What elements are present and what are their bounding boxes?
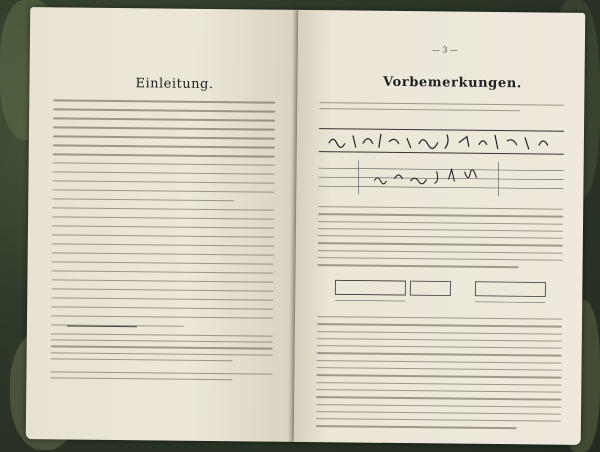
word-structure-diagram — [315, 278, 565, 311]
left-page-title: Einleitung. — [135, 76, 214, 93]
right-page-intro-text — [319, 102, 564, 119]
right-page-body-text — [318, 206, 564, 276]
page-number: — 3 — — [431, 45, 459, 55]
word-structure-boxes — [315, 278, 565, 311]
right-page-body-text-2 — [316, 316, 562, 437]
right-page-title: Vorbemerkungen. — [382, 74, 523, 92]
left-page-body-text — [51, 99, 275, 335]
left-page — [26, 7, 301, 442]
shorthand-writing-sample — [318, 160, 563, 197]
shorthand-alphabet-sample — [319, 128, 564, 155]
footnote-text — [50, 333, 273, 386]
right-page — [294, 10, 586, 445]
open-booklet — [26, 7, 585, 445]
shorthand-strokes-illustration — [319, 129, 564, 154]
